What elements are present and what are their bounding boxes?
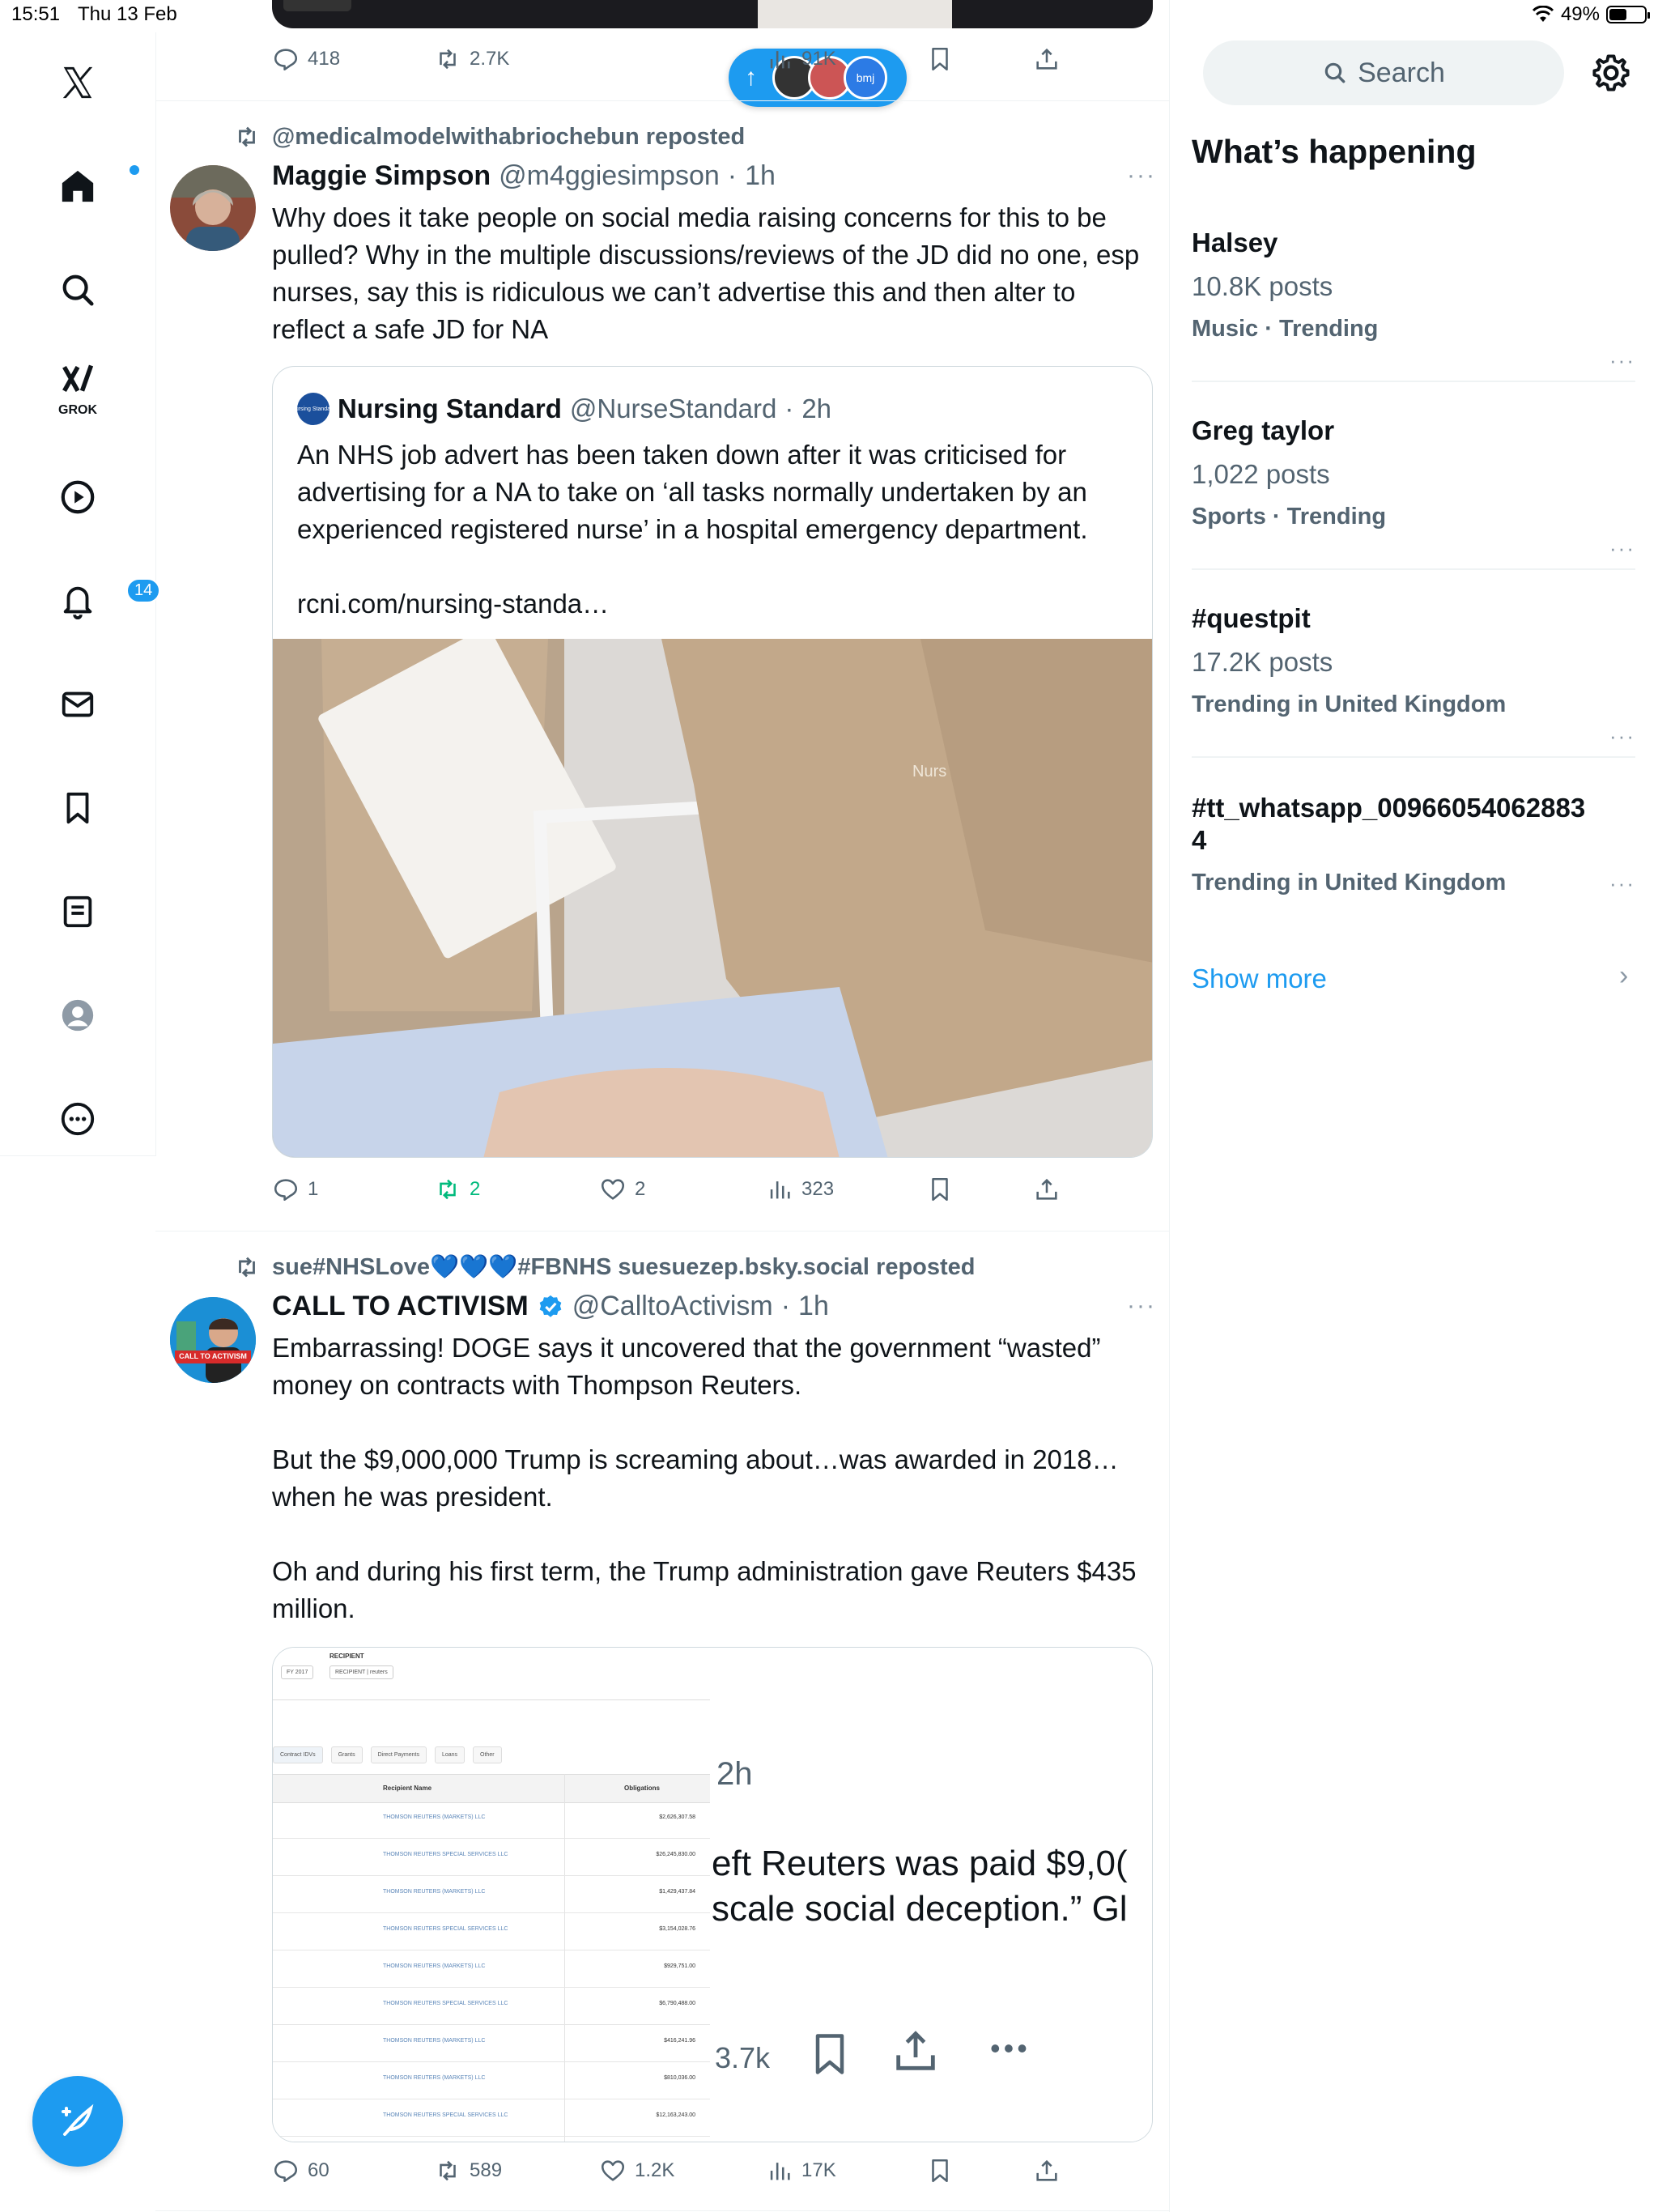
obligation-amount-cell: $810,036.00 xyxy=(664,2075,695,2081)
repost-button[interactable] xyxy=(434,45,509,73)
bookmark-icon xyxy=(926,45,954,73)
obligation-amount-cell: $12,163,243.00 xyxy=(656,2112,695,2118)
recipient-name-cell: THOMSON REUTERS (MARKETS) LLC xyxy=(383,1963,486,1969)
pill-avatar-3 xyxy=(844,56,887,100)
views-count: 323 xyxy=(801,1178,835,1200)
recipient-name-cell: THOMSON REUTERS SPECIAL SERVICES LLC xyxy=(383,2112,508,2118)
battery-fill xyxy=(1609,9,1626,20)
show-more-link[interactable]: Show more xyxy=(1192,963,1327,993)
reply-count: 1 xyxy=(308,1178,319,1200)
recipient-name-cell: THOMSON REUTERS (MARKETS) LLC xyxy=(383,2038,486,2044)
quoted-post-link[interactable]: rcni.com/nursing-standa… xyxy=(297,589,610,619)
obligation-amount-cell: $6,790,488.00 xyxy=(659,2001,695,2006)
award-tab: Other xyxy=(473,1746,502,1763)
post-more-button[interactable]: ··· xyxy=(1127,162,1156,189)
nav-bookmarks[interactable] xyxy=(45,776,110,840)
quoted-author-handle: @NurseStandard xyxy=(569,393,777,423)
trend-more-button[interactable]: ··· xyxy=(1609,536,1635,560)
nav-video[interactable] xyxy=(45,465,110,530)
nursing-standard-logo xyxy=(291,393,336,425)
award-tab: Loans xyxy=(435,1746,465,1763)
grok-label: GROK xyxy=(58,403,97,417)
share-icon xyxy=(1033,2157,1061,2184)
author-name[interactable]: Maggie Simpson xyxy=(272,160,491,191)
heart-icon xyxy=(599,2157,627,2184)
author-handle[interactable]: @CalltoActivism xyxy=(572,1291,773,1321)
embedded-text-line-1: eft Reuters was paid $9,0( xyxy=(712,1844,1128,1883)
home-icon xyxy=(59,168,96,205)
table-divider xyxy=(273,1699,710,1700)
repost-icon xyxy=(233,123,261,151)
list-icon xyxy=(59,893,96,930)
trend-more-button[interactable]: ··· xyxy=(1609,348,1635,372)
trend-more-button[interactable]: ··· xyxy=(1609,871,1635,895)
chevron-right-icon: › xyxy=(1619,960,1629,991)
quoted-post-header xyxy=(291,393,832,425)
quoted-post-text: An NHS job advert has been taken down after it was criticised for advertising for a NA to take on ‘all tasks normally undertaken by an experienced registered nurse’ in a hospital emergency department. xyxy=(297,440,1088,544)
nav-profile[interactable] xyxy=(45,983,110,1048)
previous-media-highlight xyxy=(758,0,952,28)
timeline[interactable] xyxy=(155,0,1170,2212)
post-text: Embarrassing! DOGE says it uncovered that the government “wasted” money on contracts with Thompson Reuters. But the $9,000,000 Trump is screaming about…was awarded in 2018… when he was president. Oh and during his first term, the Trump administration gave Reuters $435 million. xyxy=(272,1333,1137,1623)
battery-percent: 49% xyxy=(1560,3,1600,25)
repost-count: 2.7K xyxy=(470,48,510,70)
recipient-name-cell: THOMSON REUTERS SPECIAL SERVICES LLC xyxy=(383,1852,508,1857)
repost-context-text: sue#NHSLove💙💙💙#FBNHS suesuezep.bsky.social reposted xyxy=(272,1254,976,1280)
bookmark-icon xyxy=(926,1176,954,1203)
spending-table-image xyxy=(273,1648,710,2142)
table-row xyxy=(273,1876,710,1913)
nursing-photo[interactable] xyxy=(273,639,1153,1158)
embedded-post-capture xyxy=(710,1648,1153,2142)
recipient-name-cell: THOMSON REUTERS (MARKETS) LLC xyxy=(383,1814,486,1820)
views-count: 17K xyxy=(801,2159,836,2181)
reply-button[interactable] xyxy=(272,1176,318,1203)
nav-grok[interactable] xyxy=(45,355,110,419)
wifi-icon xyxy=(1532,6,1554,23)
heart-icon xyxy=(599,1176,627,1203)
embedded-share-icon xyxy=(890,2025,942,2077)
obligation-amount-cell: $929,751.00 xyxy=(664,1963,695,1969)
share-icon xyxy=(1033,1176,1061,1203)
table-row xyxy=(273,2025,710,2062)
avatar[interactable] xyxy=(170,1297,256,1383)
arrow-up-icon: ↑ xyxy=(745,64,757,91)
embedded-more: ••• xyxy=(990,2031,1031,2065)
recipient-name-cell: THOMSON REUTERS SPECIAL SERVICES LLC xyxy=(383,1926,508,1932)
more-circle-icon xyxy=(59,1100,96,1138)
nurse-photo-illustration xyxy=(273,639,1153,1158)
repost-count: 589 xyxy=(470,2159,503,2181)
nav-divider xyxy=(0,1155,156,1156)
previous-post-media[interactable] xyxy=(272,0,1153,28)
trend-item[interactable] xyxy=(1192,602,1635,748)
time-separator: · xyxy=(784,393,794,423)
notifications-badge: 14 xyxy=(126,578,160,603)
time-separator: · xyxy=(780,1291,791,1321)
uniform-text: Nurs xyxy=(912,763,947,781)
like-button[interactable] xyxy=(599,1176,645,1203)
trend-category: Music · Trending xyxy=(1192,316,1379,342)
post-media[interactable] xyxy=(272,1647,1153,2142)
award-tab: Contract IDVs xyxy=(273,1746,323,1763)
trend-category: Trending in United Kingdom xyxy=(1192,691,1507,717)
recipient-name-cell: THOMSON REUTERS (MARKETS) LLC xyxy=(383,1889,486,1895)
share-icon xyxy=(1033,45,1061,73)
tweet-header xyxy=(272,1291,829,1322)
table-header xyxy=(273,1774,710,1803)
trend-title: #tt_whatsapp_00966054062883 4 xyxy=(1192,793,1586,855)
filter-chip: FY 2017 xyxy=(281,1665,313,1679)
nav-lists[interactable] xyxy=(45,879,110,944)
call-to-activism-avatar-icon xyxy=(170,1297,256,1383)
left-navigation xyxy=(0,32,156,1156)
column-obligations: Obligations xyxy=(624,1784,660,1792)
battery-icon xyxy=(1606,6,1647,23)
repost-icon xyxy=(434,2157,461,2184)
nav-home[interactable] xyxy=(45,154,110,219)
nav-more[interactable] xyxy=(45,1087,110,1151)
share-button[interactable] xyxy=(1033,2157,1061,2184)
reply-icon xyxy=(272,1176,300,1203)
like-button[interactable] xyxy=(599,2157,674,2184)
trend-title: #questpit xyxy=(1192,603,1311,633)
compose-post-button[interactable] xyxy=(32,2076,123,2167)
whats-happening-title: What’s happening xyxy=(1192,133,1477,170)
x-logo-icon xyxy=(59,64,96,101)
repost-icon xyxy=(233,1253,261,1281)
table-row xyxy=(273,1988,710,2025)
trend-category: Sports · Trending xyxy=(1192,504,1387,530)
x-logo-button[interactable] xyxy=(45,50,110,115)
author-name[interactable]: CALL TO ACTIVISM xyxy=(272,1291,529,1321)
trend-item[interactable] xyxy=(1192,792,1635,897)
avatar-caption: CALL TO ACTIVISM xyxy=(179,1352,247,1360)
trend-post-count: 1,022 posts xyxy=(1192,459,1330,489)
reply-button[interactable] xyxy=(272,45,340,73)
trend-item[interactable] xyxy=(1192,415,1635,560)
right-sidebar xyxy=(1169,32,1658,2212)
nav-explore[interactable] xyxy=(45,257,110,322)
trend-divider xyxy=(1192,568,1635,570)
views-icon xyxy=(766,1176,793,1203)
avatar[interactable] xyxy=(170,165,256,251)
trend-post-count: 17.2K posts xyxy=(1192,647,1333,677)
obligation-amount-cell: $3,154,028.76 xyxy=(659,1926,695,1932)
views-button[interactable] xyxy=(766,2157,836,2184)
status-date: Thu 13 Feb xyxy=(78,3,177,25)
tweet-separator xyxy=(155,100,1169,101)
profile-avatar-icon xyxy=(59,997,96,1034)
author-handle[interactable]: @m4ggiesimpson xyxy=(499,160,720,191)
views-count: 91K xyxy=(801,48,836,70)
reply-button[interactable] xyxy=(272,2157,329,2184)
embedded-views: 3.7k xyxy=(715,2041,771,2074)
table-row xyxy=(273,1950,710,1988)
post-text: Why does it take people on social media raising concerns for this to be pulled? Why in the multiple discussions/reviews of the JD did no one, esp nurses, say this is ridiculous we can’t advertise this and then alter to reflect a safe JD for NA xyxy=(272,202,1140,344)
trend-post-count: 10.8K posts xyxy=(1192,271,1333,301)
views-icon xyxy=(766,45,793,73)
reply-count: 418 xyxy=(308,48,341,70)
play-circle-icon xyxy=(59,479,96,516)
obligation-amount-cell: $1,429,437.84 xyxy=(659,1889,695,1895)
views-button[interactable] xyxy=(766,45,836,73)
quoted-post[interactable] xyxy=(272,366,1153,1158)
embedded-bookmark-icon xyxy=(806,2028,854,2080)
logo-text: Nursing Standard xyxy=(291,406,336,412)
bell-icon xyxy=(59,582,96,619)
status-time: 15:51 xyxy=(11,3,61,25)
trend-more-button[interactable]: ··· xyxy=(1609,724,1635,748)
search-input[interactable] xyxy=(1203,40,1564,105)
tweet-separator xyxy=(155,2210,1169,2211)
home-unread-dot xyxy=(130,165,139,175)
embedded-time: 2h xyxy=(716,1756,753,1792)
verified-badge-icon xyxy=(537,1293,564,1321)
bookmark-icon xyxy=(926,2157,954,2184)
views-button[interactable] xyxy=(766,1176,834,1203)
search-icon xyxy=(59,271,96,308)
recipient-name-cell: THOMSON REUTERS (MARKETS) LLC xyxy=(383,2075,486,2081)
trend-item[interactable] xyxy=(1192,227,1635,372)
pill-avatar-text: bmj xyxy=(856,71,875,84)
envelope-icon xyxy=(59,686,96,723)
recipient-label: RECIPIENT xyxy=(329,1653,364,1660)
search-icon xyxy=(1322,60,1348,86)
post-more-button[interactable]: ··· xyxy=(1127,1292,1156,1319)
repost-icon xyxy=(434,1176,461,1203)
table-row xyxy=(273,1913,710,1950)
bookmark-button[interactable] xyxy=(926,2157,954,2184)
embedded-text-line-2: scale social deception.” Gl xyxy=(712,1889,1128,1929)
repost-context-text: @medicalmodelwithabriochebun reposted xyxy=(272,123,746,150)
avatar-photo-icon xyxy=(170,165,256,251)
quoted-post-time: 2h xyxy=(801,393,832,423)
filter-chip: RECIPIENT | reuters xyxy=(329,1665,393,1679)
views-icon xyxy=(766,2157,793,2184)
status-right xyxy=(1532,3,1647,26)
repost-button[interactable] xyxy=(434,2157,502,2184)
trend-title: Greg taylor xyxy=(1192,415,1335,445)
trend-divider xyxy=(1192,756,1635,758)
spending-table-body xyxy=(273,1802,710,2137)
share-button[interactable] xyxy=(1033,45,1061,73)
time-separator: · xyxy=(727,160,738,191)
post-time[interactable]: 1h xyxy=(798,1291,829,1321)
trend-divider xyxy=(1192,381,1635,382)
share-button[interactable] xyxy=(1033,1176,1061,1203)
like-count: 1.2K xyxy=(635,2159,675,2181)
repost-icon xyxy=(434,45,461,73)
obligation-amount-cell: $2,626,307.58 xyxy=(659,1814,695,1820)
reply-count: 60 xyxy=(308,2159,329,2181)
table-row xyxy=(273,1802,710,1839)
quoted-author-name: Nursing Standard xyxy=(338,393,562,423)
previous-video-badge xyxy=(283,0,351,11)
recipient-name-cell: THOMSON REUTERS SPECIAL SERVICES LLC xyxy=(383,2001,508,2006)
like-count: 2 xyxy=(635,1178,646,1200)
nav-messages[interactable] xyxy=(45,672,110,737)
repost-context[interactable] xyxy=(233,1253,976,1281)
obligation-amount-cell: $416,241.96 xyxy=(664,2038,695,2044)
table-row xyxy=(273,1839,710,1876)
trend-category: Trending in United Kingdom xyxy=(1192,870,1507,895)
repost-button[interactable] xyxy=(434,1176,480,1203)
gear-icon[interactable] xyxy=(1590,52,1632,94)
award-tab: Direct Payments xyxy=(371,1746,427,1763)
tweet-header xyxy=(272,160,776,192)
bookmark-button[interactable] xyxy=(926,1176,954,1203)
reply-icon xyxy=(272,2157,300,2184)
bookmark-button[interactable] xyxy=(926,45,954,73)
trend-title: Halsey xyxy=(1192,228,1278,257)
grok-icon xyxy=(60,361,96,397)
compose-feather-icon xyxy=(58,2102,97,2141)
reply-icon xyxy=(272,45,300,73)
repost-context[interactable] xyxy=(233,123,745,151)
column-recipient: Recipient Name xyxy=(383,1784,432,1792)
award-type-tabs xyxy=(273,1746,502,1763)
repost-count: 2 xyxy=(470,1178,481,1200)
post-time[interactable]: 1h xyxy=(745,160,776,191)
nav-notifications[interactable] xyxy=(45,568,153,633)
search-placeholder: Search xyxy=(1358,57,1445,88)
table-row xyxy=(273,2099,710,2137)
bookmark-icon xyxy=(59,789,96,827)
obligation-amount-cell: $26,245,830.00 xyxy=(656,1852,695,1857)
award-tab: Grants xyxy=(331,1746,363,1763)
table-row xyxy=(273,2062,710,2099)
